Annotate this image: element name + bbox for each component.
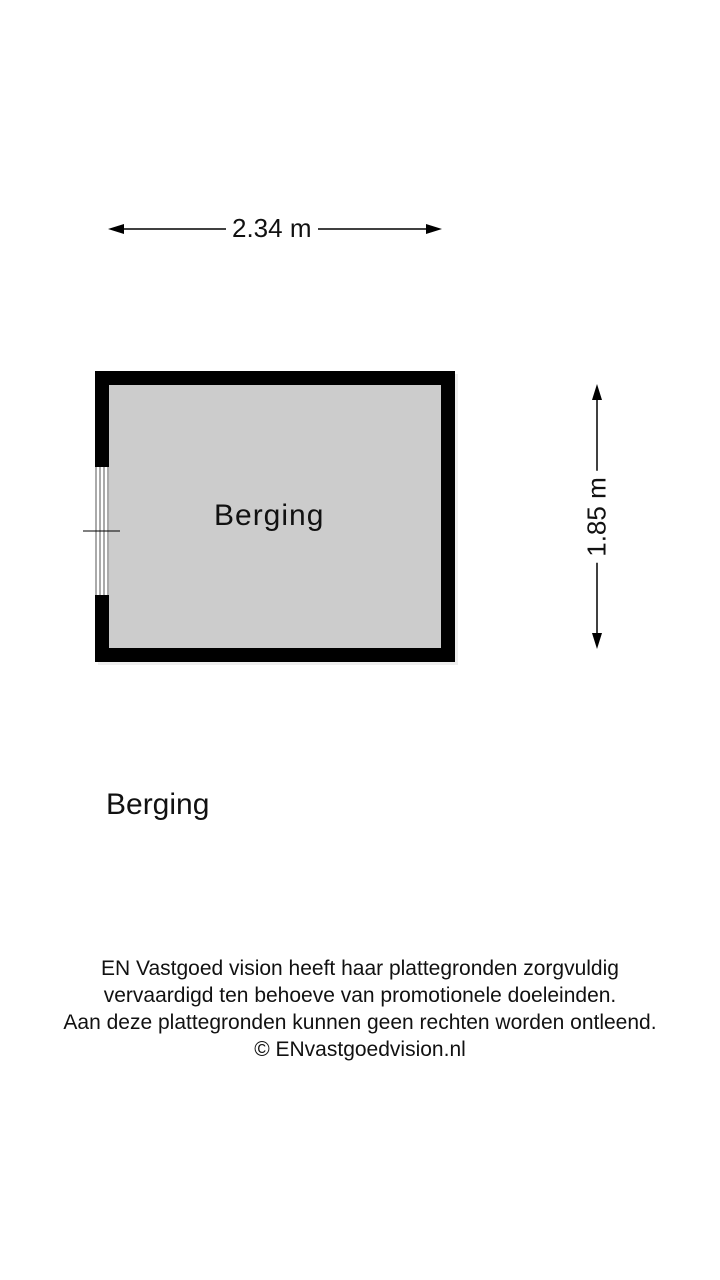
disclaimer-line: vervaardigd ten behoeve van promotionele doeleinden. bbox=[103, 984, 617, 1007]
disclaimer-line: EN Vastgoed vision heeft haar plattegronden zorgvuldig bbox=[101, 957, 619, 980]
width-dimension-label: 2.34 m bbox=[226, 213, 318, 244]
room-label: Berging bbox=[214, 499, 325, 532]
disclaimer bbox=[0, 955, 720, 1063]
height-dimension-label: 1.85 m bbox=[582, 471, 613, 563]
floor-title: Berging bbox=[106, 788, 210, 821]
copyright-line: © ENvastgoedvision.nl bbox=[254, 1038, 466, 1061]
disclaimer-line: Aan deze plattegronden kunnen geen rechten worden ontleend. bbox=[63, 1011, 657, 1034]
